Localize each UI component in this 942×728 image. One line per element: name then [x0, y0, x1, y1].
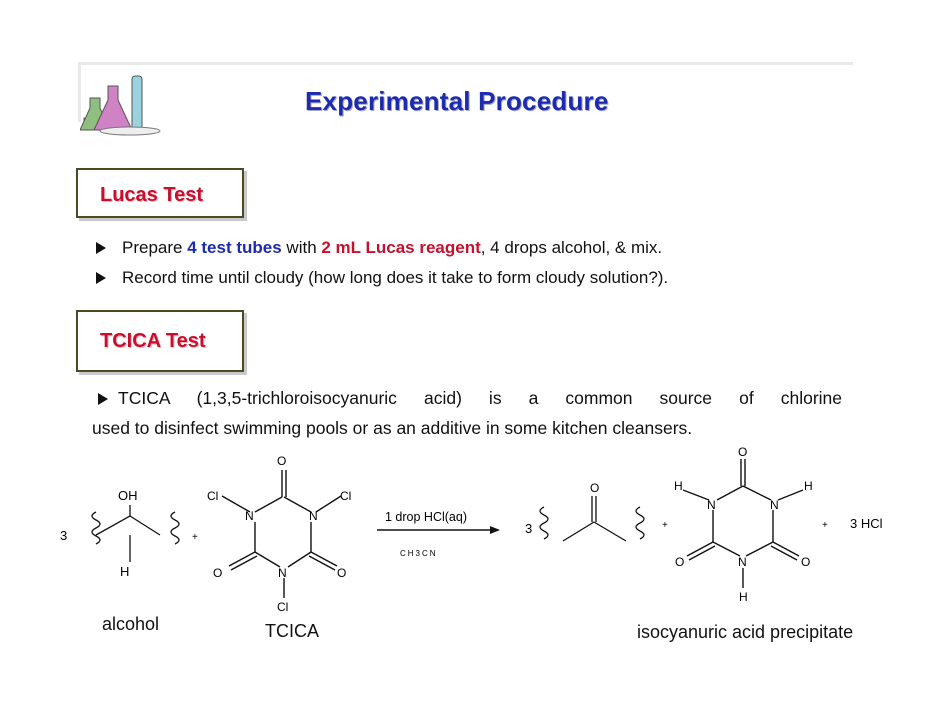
tcica-cl-right: Cl	[340, 489, 352, 503]
product-hcl: 3 HCl	[850, 516, 883, 531]
iso-n-bottom: N	[738, 555, 747, 569]
tcica-cl-bottom: Cl	[277, 600, 289, 614]
tcica-para-line2: used to disinfect swimming pools or as an additive in some kitchen cleansers.	[92, 418, 693, 438]
bullet2-text: Record time until cloudy (how long does it take to form cloudy solution?).	[122, 268, 669, 287]
bullet1-text-mid: with	[281, 238, 322, 257]
tcica-cl-left: Cl	[207, 489, 219, 503]
iso-h-left: H	[674, 479, 683, 493]
lucas-heading: Lucas Test	[100, 184, 203, 206]
alcohol-coefficient: 3	[60, 528, 68, 543]
tcica-heading: TCICA Test	[100, 330, 206, 352]
ketone-coefficient: 3	[525, 521, 533, 536]
iso-o-left: O	[675, 555, 685, 569]
plus-sign-3: +	[822, 520, 828, 531]
ketone-structure	[540, 496, 644, 541]
iso-h-bottom: H	[739, 590, 748, 604]
bullet1-text-pre: Prepare	[122, 238, 188, 257]
iso-n-left: N	[707, 498, 716, 512]
bullet1-lucas-reagent: 2 mL Lucas reagent	[321, 238, 481, 257]
arrow-condition-top: 1 drop HCl(aq)	[385, 510, 467, 524]
caption-alcohol: alcohol	[102, 614, 160, 634]
tcica-n-right: N	[309, 509, 318, 523]
caption-tcica: TCICA	[265, 621, 319, 641]
iso-o-right: O	[801, 555, 811, 569]
plus-sign-1: +	[192, 532, 198, 543]
tcica-o-top: O	[277, 454, 287, 468]
arrow-condition-bottom: CH3CN	[400, 549, 438, 558]
ketone-o-label: O	[590, 481, 600, 495]
iso-o-top: O	[738, 445, 748, 459]
alcohol-structure	[92, 505, 179, 562]
alcohol-h-label: H	[120, 564, 130, 579]
bullet1-test-tubes: 4 test tubes	[187, 238, 282, 257]
iso-h-right: H	[804, 479, 813, 493]
slide-title: Experimental Procedure	[305, 86, 609, 116]
iso-n-right: N	[770, 498, 779, 512]
reaction-arrowhead-icon	[490, 526, 500, 534]
alcohol-oh-label: OH	[118, 488, 138, 503]
tcica-n-bottom: N	[278, 566, 287, 580]
tcica-o-left: O	[213, 566, 223, 580]
caption-isocyanuric: isocyanuric acid precipitate	[637, 622, 854, 642]
tcica-o-right: O	[337, 566, 347, 580]
bullet1-text-post: , 4 drops alcohol, & mix.	[480, 238, 663, 257]
tcica-n-left: N	[245, 509, 254, 523]
plus-sign-2: +	[662, 520, 668, 531]
tcica-para-line1: TCICA (1,3,5-trichloroisocyanuric acid) is a common source of chlorine	[118, 388, 842, 408]
